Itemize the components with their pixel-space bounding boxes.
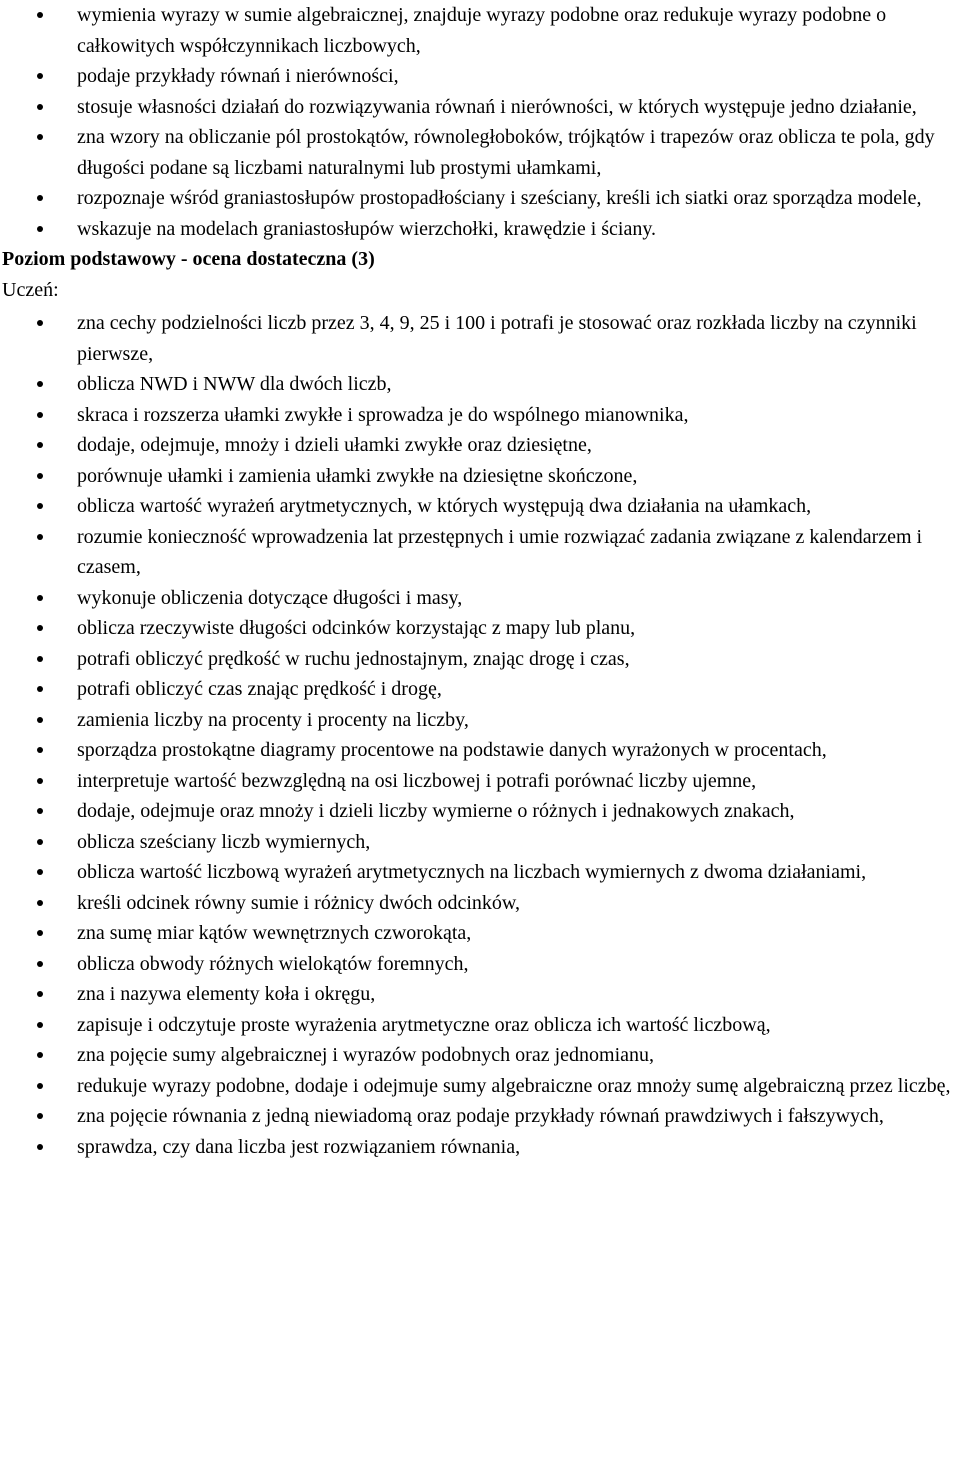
list-item: rozpoznaje wśród graniastosłupów prostopadłościany i sześciany, kreśli ich siatki oraz sporządza modele, [0, 183, 960, 214]
section-heading: Poziom podstawowy - ocena dostateczna (3) [2, 248, 375, 270]
list-item: wymienia wyrazy w sumie algebraicznej, znajduje wyrazy podobne oraz redukuje wyrazy podobne o całkowitych współczynnikach liczbowych, [0, 0, 960, 61]
list-item: dodaje, odejmuje oraz mnoży i dzieli liczby wymierne o różnych i jednakowych znakach, [0, 796, 960, 827]
list-item: zna wzory na obliczanie pól prostokątów, równoległoboków, trójkątów i trapezów oraz oblicza te pola, gdy długości podane są liczbami naturalnymi lub prostymi ułamkami, [0, 122, 960, 183]
list-item: skraca i rozszerza ułamki zwykłe i sprowadza je do wspólnego mianownika, [0, 400, 960, 431]
list-item: zna cechy podzielności liczb przez 3, 4, 9, 25 i 100 i potrafi je stosować oraz rozkłada liczby na czynniki pierwsze, [0, 308, 960, 369]
list-item: zna sumę miar kątów wewnętrznych czworokąta, [0, 918, 960, 949]
requirements-list-basic [0, 308, 960, 1162]
list-item: oblicza wartość wyrażeń arytmetycznych, w których występują dwa działania na ułamkach, [0, 491, 960, 522]
list-item: potrafi obliczyć prędkość w ruchu jednostajnym, znając drogę i czas, [0, 644, 960, 675]
list-item: zna i nazywa elementy koła i okręgu, [0, 979, 960, 1010]
list-item: stosuje własności działań do rozwiązywania równań i nierówności, w których występuje jedno działanie, [0, 92, 960, 123]
section-label: Uczeń: [2, 278, 59, 301]
list-item: sprawdza, czy dana liczba jest rozwiązaniem równania, [0, 1132, 960, 1163]
list-item: potrafi obliczyć czas znając prędkość i drogę, [0, 674, 960, 705]
list-item: kreśli odcinek równy sumie i różnicy dwóch odcinków, [0, 888, 960, 919]
list-item: zna pojęcie sumy algebraicznej i wyrazów podobnych oraz jednomianu, [0, 1040, 960, 1071]
list-item: dodaje, odejmuje, mnoży i dzieli ułamki zwykłe oraz dziesiętne, [0, 430, 960, 461]
list-item: zamienia liczby na procenty i procenty na liczby, [0, 705, 960, 736]
list-item: zapisuje i odczytuje proste wyrażenia arytmetyczne oraz oblicza ich wartość liczbową, [0, 1010, 960, 1041]
list-item: oblicza obwody różnych wielokątów foremnych, [0, 949, 960, 980]
list-item: podaje przykłady równań i nierówności, [0, 61, 960, 92]
list-item: wykonuje obliczenia dotyczące długości i masy, [0, 583, 960, 614]
list-item: porównuje ułamki i zamienia ułamki zwykłe na dziesiętne skończone, [0, 461, 960, 492]
list-item: zna pojęcie równania z jedną niewiadomą oraz podaje przykłady równań prawdziwych i fałszywych, [0, 1101, 960, 1132]
list-item: oblicza sześciany liczb wymiernych, [0, 827, 960, 858]
list-item: redukuje wyrazy podobne, dodaje i odejmuje sumy algebraiczne oraz mnoży sumę algebraiczną przez liczbę, [0, 1071, 960, 1102]
list-item: sporządza prostokątne diagramy procentowe na podstawie danych wyrażonych w procentach, [0, 735, 960, 766]
requirements-list-top [0, 0, 960, 244]
list-item: oblicza wartość liczbową wyrażeń arytmetycznych na liczbach wymiernych z dwoma działaniami, [0, 857, 960, 888]
list-item: oblicza rzeczywiste długości odcinków korzystając z mapy lub planu, [0, 613, 960, 644]
list-item: oblicza NWD i NWW dla dwóch liczb, [0, 369, 960, 400]
list-item: interpretuje wartość bezwzględną na osi liczbowej i potrafi porównać liczby ujemne, [0, 766, 960, 797]
list-item: wskazuje na modelach graniastosłupów wierzchołki, krawędzie i ściany. [0, 214, 960, 245]
list-item: rozumie konieczność wprowadzenia lat przestępnych i umie rozwiązać zadania związane z kalendarzem i czasem, [0, 522, 960, 583]
